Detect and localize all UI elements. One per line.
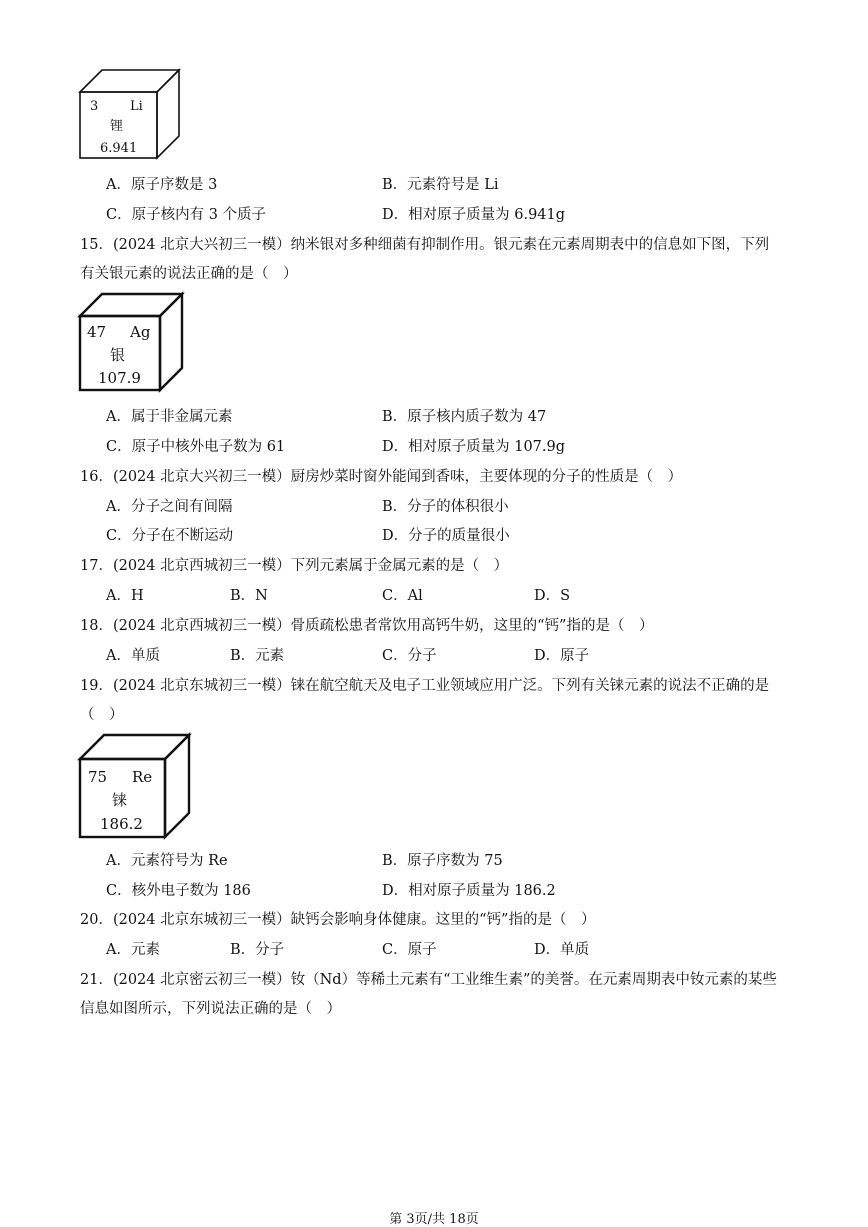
question-20-stem: 20．(2024 北京东城初三一模）缺钙会影响身体健康。这里的“钙”指的是（ ） bbox=[80, 912, 596, 928]
tile-symbol: Re bbox=[132, 768, 153, 786]
tile-symbol: Ag bbox=[130, 323, 151, 341]
question-21-stem-cont: 信息如图所示，下列说法正确的是（ ） bbox=[80, 1001, 341, 1017]
option-a: A．属于非金属元素 bbox=[106, 409, 233, 425]
option-a: A．H bbox=[106, 588, 144, 604]
option-a: A．单质 bbox=[106, 648, 160, 664]
option-d: D．相对原子质量为 107.9g bbox=[382, 439, 566, 455]
option-b: B．N bbox=[230, 588, 268, 604]
option-b: B．元素符号是 Li bbox=[382, 177, 499, 193]
page-number-footer: 第 3页/共 18页 bbox=[389, 1212, 479, 1227]
option-d: D．相对原子质量为 6.941g bbox=[382, 207, 566, 223]
question-15-stem: 15．(2024 北京大兴初三一模）纳米银对多种细菌有抑制作用。银元素在元素周期表中的信息如下图，下列 bbox=[80, 237, 770, 253]
option-d: D．单质 bbox=[534, 942, 590, 958]
tile-atomic-mass: 186.2 bbox=[100, 815, 143, 833]
option-a: A．元素 bbox=[106, 942, 160, 958]
option-a: A．元素符号为 Re bbox=[106, 853, 228, 869]
option-c: C．原子核内有 3 个质子 bbox=[106, 207, 267, 223]
question-19-stem-cont: （ ） bbox=[80, 707, 124, 723]
element-tile-li bbox=[78, 68, 188, 163]
tile-atomic-mass: 6.941 bbox=[100, 141, 138, 156]
question-15-stem-cont: 有关银元素的说法正确的是（ ） bbox=[80, 266, 298, 282]
option-c: C．Al bbox=[382, 588, 423, 604]
option-d: D．原子 bbox=[534, 648, 590, 664]
option-c: C．原子 bbox=[382, 942, 437, 958]
option-b: B．分子的体积很小 bbox=[382, 499, 509, 515]
question-19-stem: 19．(2024 北京东城初三一模）铼在航空航天及电子工业领域应用广泛。下列有关铼元素的说法不正确的是 bbox=[80, 678, 770, 694]
tile-element-name: 铼 bbox=[112, 791, 128, 809]
tile-atomic-mass: 107.9 bbox=[98, 369, 141, 387]
option-b: B．原子序数为 75 bbox=[382, 853, 503, 869]
tile-element-name: 锂 bbox=[110, 119, 124, 134]
tile-atomic-number: 47 bbox=[87, 323, 107, 341]
question-18-stem: 18．(2024 北京西城初三一模）骨质疏松患者常饮用高钙牛奶，这里的“钙”指的是（ ） bbox=[80, 618, 654, 634]
element-tile-re bbox=[78, 733, 196, 839]
option-d: D．S bbox=[534, 588, 571, 604]
option-d: D．相对原子质量为 186.2 bbox=[382, 883, 556, 899]
tile-symbol: Li bbox=[130, 99, 143, 114]
option-b: B．原子核内质子数为 47 bbox=[382, 409, 547, 425]
question-21-stem: 21．(2024 北京密云初三一模）钕（Nd）等稀土元素有“工业维生素”的美誉。在元素周期表中钕元素的某些 bbox=[80, 972, 777, 988]
option-d: D．分子的质量很小 bbox=[382, 528, 510, 544]
option-b: B．分子 bbox=[230, 942, 285, 958]
option-a: A．原子序数是 3 bbox=[106, 177, 218, 193]
option-c: C．分子 bbox=[382, 648, 437, 664]
tile-element-name: 银 bbox=[110, 346, 126, 364]
option-c: C．分子在不断运动 bbox=[106, 528, 234, 544]
option-a: A．分子之间有间隔 bbox=[106, 499, 233, 515]
question-16-stem: 16．(2024 北京大兴初三一模）厨房炒菜时窗外能闻到香味，主要体现的分子的性质是（ ） bbox=[80, 469, 683, 485]
element-tile-ag bbox=[78, 292, 188, 392]
option-b: B．元素 bbox=[230, 648, 285, 664]
option-c: C．原子中核外电子数为 61 bbox=[106, 439, 286, 455]
question-17-stem: 17．(2024 北京西城初三一模）下列元素属于金属元素的是（ ） bbox=[80, 558, 509, 574]
tile-atomic-number: 3 bbox=[90, 99, 99, 114]
tile-atomic-number: 75 bbox=[88, 768, 108, 786]
option-c: C．核外电子数为 186 bbox=[106, 883, 251, 899]
